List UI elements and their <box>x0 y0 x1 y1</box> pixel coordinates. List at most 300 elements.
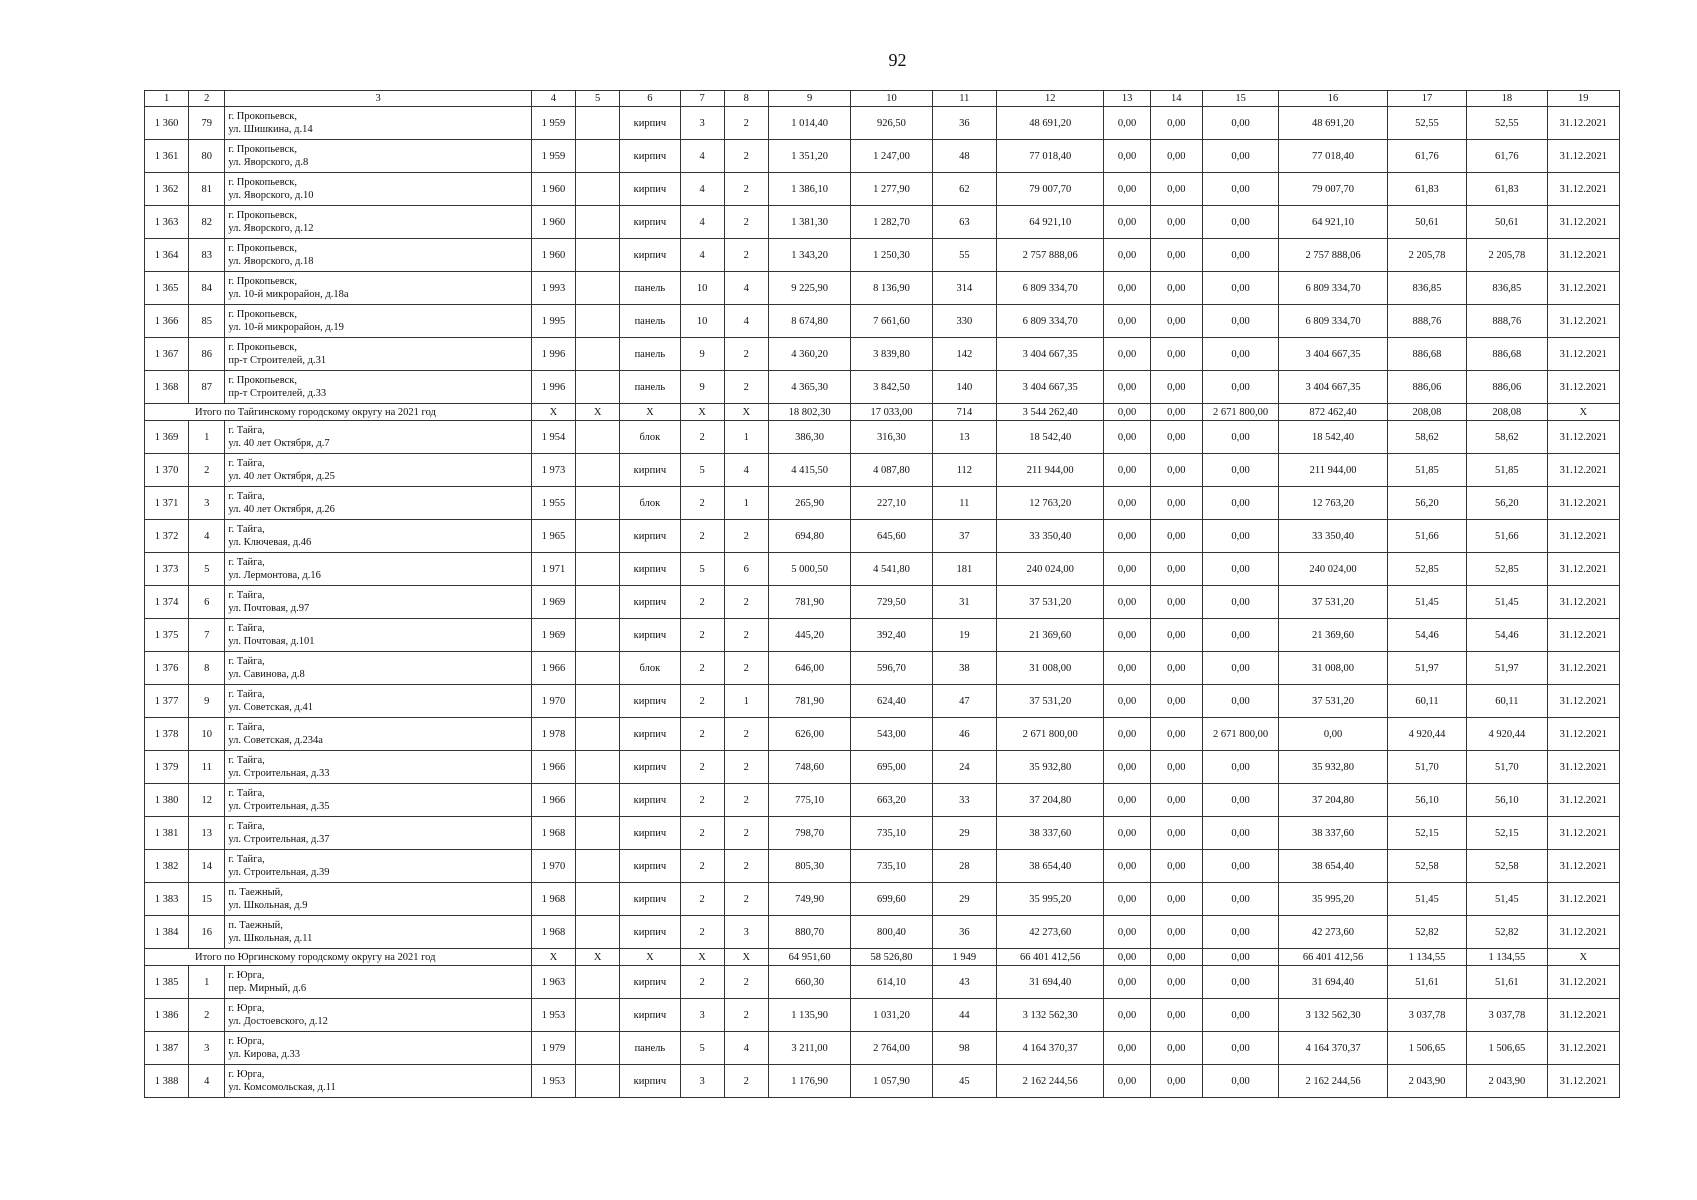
cell-c14: 0,00 <box>1150 404 1202 421</box>
column-header: 7 <box>680 91 724 107</box>
cell-fl: 2 <box>680 817 724 850</box>
cell-c12: 2 671 800,00 <box>996 718 1104 751</box>
cell-c17: 2 043,90 <box>1387 1065 1466 1098</box>
cell-c16: 240 024,00 <box>1279 553 1388 586</box>
subtotal-label: Итого по Юргинскому городскому округу на 2021 год <box>145 949 532 966</box>
cell-c15: 0,00 <box>1202 206 1278 239</box>
cell-c17: 1 134,55 <box>1387 949 1466 966</box>
cell-c13: 0,00 <box>1104 272 1150 305</box>
cell-c14: 0,00 <box>1150 1065 1202 1098</box>
cell-fl: 4 <box>680 239 724 272</box>
cell-c19: 31.12.2021 <box>1547 685 1619 718</box>
column-header: 13 <box>1104 91 1150 107</box>
index-cell: 86 <box>189 338 225 371</box>
cell-c19: 31.12.2021 <box>1547 239 1619 272</box>
cell-c16: 12 763,20 <box>1279 487 1388 520</box>
address-cell <box>225 817 531 850</box>
cell-c17: 51,85 <box>1387 454 1466 487</box>
column-header: 11 <box>932 91 996 107</box>
cell-c12: 3 544 262,40 <box>996 404 1104 421</box>
cell-c10: 543,00 <box>851 718 932 751</box>
cell-c18: 60,11 <box>1467 685 1547 718</box>
cell-c12: 38 654,40 <box>996 850 1104 883</box>
table-body <box>145 91 1620 1098</box>
cell-ent: 2 <box>724 140 768 173</box>
cell-c16: 31 694,40 <box>1279 966 1388 999</box>
cell-c5 <box>576 817 620 850</box>
address-locality: г. Тайга, <box>228 557 265 568</box>
table-row <box>145 305 1620 338</box>
cell-c5 <box>576 272 620 305</box>
cell-c15: 0,00 <box>1202 586 1278 619</box>
cell-c15: 2 671 800,00 <box>1202 718 1278 751</box>
table-row <box>145 619 1620 652</box>
cell-c16: 38 337,60 <box>1279 817 1388 850</box>
cell-c17: 54,46 <box>1387 619 1466 652</box>
table-row <box>145 916 1620 949</box>
cell-c14: 0,00 <box>1150 173 1202 206</box>
cell-c9: 18 802,30 <box>768 404 850 421</box>
address-locality: г. Юрга, <box>228 1003 265 1014</box>
cell-c15: 0,00 <box>1202 454 1278 487</box>
cell-c10: 4 087,80 <box>851 454 932 487</box>
cell-mat: блок <box>620 421 680 454</box>
index-cell: 3 <box>189 487 225 520</box>
cell-ent: 2 <box>724 107 768 140</box>
cell-year: 1 969 <box>531 619 575 652</box>
cell-c17: 52,15 <box>1387 817 1466 850</box>
table-row <box>145 751 1620 784</box>
cell-mat: X <box>620 404 680 421</box>
address-street: ул. Ключевая, д.46 <box>228 537 312 548</box>
column-header: 1 <box>145 91 189 107</box>
address-cell <box>225 718 531 751</box>
address-cell <box>225 1065 531 1098</box>
cell-c5 <box>576 371 620 404</box>
cell-fl: 9 <box>680 338 724 371</box>
cell-c9: 1 176,90 <box>768 1065 850 1098</box>
cell-c12: 66 401 412,56 <box>996 949 1104 966</box>
cell-c12: 33 350,40 <box>996 520 1104 553</box>
cell-c9: 660,30 <box>768 966 850 999</box>
cell-c13: 0,00 <box>1104 239 1150 272</box>
cell-mat: кирпич <box>620 206 680 239</box>
cell-mat: X <box>620 949 680 966</box>
cell-c12: 2 757 888,06 <box>996 239 1104 272</box>
cell-year: 1 965 <box>531 520 575 553</box>
cell-year: 1 970 <box>531 850 575 883</box>
cell-c16: 33 350,40 <box>1279 520 1388 553</box>
table-row <box>145 883 1620 916</box>
index-cell: 5 <box>189 553 225 586</box>
cell-c19: 31.12.2021 <box>1547 107 1619 140</box>
address-locality: г. Тайга, <box>228 425 265 436</box>
table-row <box>145 1032 1620 1065</box>
cell-c11: 37 <box>932 520 996 553</box>
cell-c10: 1 277,90 <box>851 173 932 206</box>
row-number-cell: 1 361 <box>145 140 189 173</box>
cell-c14: 0,00 <box>1150 107 1202 140</box>
cell-year: 1 996 <box>531 371 575 404</box>
address-locality: г. Тайга, <box>228 722 265 733</box>
cell-c18: 61,76 <box>1467 140 1547 173</box>
cell-c5 <box>576 107 620 140</box>
cell-c14: 0,00 <box>1150 718 1202 751</box>
cell-ent: 2 <box>724 173 768 206</box>
address-locality: г. Юрга, <box>228 1036 265 1047</box>
cell-c13: 0,00 <box>1104 404 1150 421</box>
cell-c5 <box>576 751 620 784</box>
cell-c15: 0,00 <box>1202 421 1278 454</box>
index-cell: 1 <box>189 966 225 999</box>
cell-c19: X <box>1547 949 1619 966</box>
cell-fl: 2 <box>680 619 724 652</box>
address-street: ул. Строительная, д.39 <box>228 867 330 878</box>
index-cell: 2 <box>189 999 225 1032</box>
cell-fl: 3 <box>680 999 724 1032</box>
cell-c13: 0,00 <box>1104 718 1150 751</box>
cell-fl: 2 <box>680 685 724 718</box>
cell-c13: 0,00 <box>1104 784 1150 817</box>
cell-c13: 0,00 <box>1104 652 1150 685</box>
cell-ent: 2 <box>724 652 768 685</box>
table-row <box>145 817 1620 850</box>
cell-c5 <box>576 173 620 206</box>
cell-ent: 6 <box>724 553 768 586</box>
cell-mat: панель <box>620 272 680 305</box>
address-locality: п. Таежный, <box>228 920 283 931</box>
cell-c12: 37 204,80 <box>996 784 1104 817</box>
address-street: ул. Яворского, д.12 <box>228 223 314 234</box>
cell-fl: 5 <box>680 454 724 487</box>
cell-ent: X <box>724 404 768 421</box>
cell-fl: 2 <box>680 916 724 949</box>
cell-fl: 2 <box>680 883 724 916</box>
cell-c14: 0,00 <box>1150 454 1202 487</box>
cell-c9: 64 951,60 <box>768 949 850 966</box>
cell-c15: 2 671 800,00 <box>1202 404 1278 421</box>
cell-c17: 52,82 <box>1387 916 1466 949</box>
row-number-cell: 1 366 <box>145 305 189 338</box>
cell-c13: 0,00 <box>1104 107 1150 140</box>
cell-c13: 0,00 <box>1104 206 1150 239</box>
cell-mat: кирпич <box>620 751 680 784</box>
cell-c12: 6 809 334,70 <box>996 305 1104 338</box>
cell-c10: 614,10 <box>851 966 932 999</box>
cell-c18: 886,06 <box>1467 371 1547 404</box>
address-locality: г. Тайга, <box>228 821 265 832</box>
cell-c15: 0,00 <box>1202 916 1278 949</box>
row-number-cell: 1 364 <box>145 239 189 272</box>
row-number-cell: 1 387 <box>145 1032 189 1065</box>
cell-year: X <box>531 404 575 421</box>
cell-year: 1 966 <box>531 784 575 817</box>
cell-c16: 3 404 667,35 <box>1279 371 1388 404</box>
cell-c12: 79 007,70 <box>996 173 1104 206</box>
column-header: 19 <box>1547 91 1619 107</box>
cell-ent: X <box>724 949 768 966</box>
cell-c11: 47 <box>932 685 996 718</box>
index-cell: 4 <box>189 520 225 553</box>
cell-c13: 0,00 <box>1104 966 1150 999</box>
cell-c14: 0,00 <box>1150 239 1202 272</box>
cell-c18: 58,62 <box>1467 421 1547 454</box>
cell-c14: 0,00 <box>1150 553 1202 586</box>
cell-year: 1 968 <box>531 817 575 850</box>
cell-c11: 33 <box>932 784 996 817</box>
subtotal-row <box>145 949 1620 966</box>
cell-c13: 0,00 <box>1104 1065 1150 1098</box>
address-locality: г. Прокопьевск, <box>228 342 297 353</box>
cell-c10: 1 250,30 <box>851 239 932 272</box>
address-locality: г. Прокопьевск, <box>228 375 297 386</box>
row-number-cell: 1 360 <box>145 107 189 140</box>
cell-c15: 0,00 <box>1202 520 1278 553</box>
cell-c18: 1 134,55 <box>1467 949 1547 966</box>
cell-c5 <box>576 239 620 272</box>
row-number-cell: 1 382 <box>145 850 189 883</box>
cell-c17: 52,55 <box>1387 107 1466 140</box>
cell-c14: 0,00 <box>1150 421 1202 454</box>
cell-c10: 596,70 <box>851 652 932 685</box>
cell-ent: 2 <box>724 966 768 999</box>
row-number-cell: 1 369 <box>145 421 189 454</box>
cell-c17: 51,61 <box>1387 966 1466 999</box>
cell-c18: 51,85 <box>1467 454 1547 487</box>
cell-c13: 0,00 <box>1104 454 1150 487</box>
table-row <box>145 487 1620 520</box>
subtotal-row <box>145 404 1620 421</box>
cell-c11: 44 <box>932 999 996 1032</box>
cell-c11: 55 <box>932 239 996 272</box>
row-number-cell: 1 377 <box>145 685 189 718</box>
cell-mat: кирпич <box>620 239 680 272</box>
table-row <box>145 371 1620 404</box>
cell-c19: 31.12.2021 <box>1547 619 1619 652</box>
column-header: 2 <box>189 91 225 107</box>
cell-c10: 663,20 <box>851 784 932 817</box>
cell-c14: 0,00 <box>1150 520 1202 553</box>
address-locality: г. Тайга, <box>228 656 265 667</box>
cell-c13: 0,00 <box>1104 173 1150 206</box>
cell-c19: 31.12.2021 <box>1547 652 1619 685</box>
cell-ent: 2 <box>724 586 768 619</box>
cell-c10: 735,10 <box>851 850 932 883</box>
cell-c9: 626,00 <box>768 718 850 751</box>
cell-fl: 9 <box>680 371 724 404</box>
cell-c9: 748,60 <box>768 751 850 784</box>
table-row <box>145 999 1620 1032</box>
cell-c5 <box>576 850 620 883</box>
address-street: ул. Кирова, д.33 <box>228 1049 300 1060</box>
cell-c18: 61,83 <box>1467 173 1547 206</box>
housing-register-table <box>144 90 1620 1098</box>
address-street: ул. Школьная, д.11 <box>228 933 313 944</box>
cell-c11: 1 949 <box>932 949 996 966</box>
column-header: 8 <box>724 91 768 107</box>
index-cell: 12 <box>189 784 225 817</box>
cell-c13: 0,00 <box>1104 685 1150 718</box>
cell-c19: 31.12.2021 <box>1547 1032 1619 1065</box>
row-number-cell: 1 362 <box>145 173 189 206</box>
cell-year: 1 953 <box>531 1065 575 1098</box>
address-locality: г. Юрга, <box>228 970 265 981</box>
cell-fl: 2 <box>680 586 724 619</box>
cell-c10: 699,60 <box>851 883 932 916</box>
cell-c9: 798,70 <box>768 817 850 850</box>
cell-c14: 0,00 <box>1150 305 1202 338</box>
cell-c5 <box>576 966 620 999</box>
cell-c5 <box>576 586 620 619</box>
cell-c14: 0,00 <box>1150 751 1202 784</box>
cell-ent: 3 <box>724 916 768 949</box>
cell-c17: 4 920,44 <box>1387 718 1466 751</box>
cell-c14: 0,00 <box>1150 850 1202 883</box>
cell-mat: блок <box>620 652 680 685</box>
table-row <box>145 272 1620 305</box>
cell-c17: 51,45 <box>1387 883 1466 916</box>
cell-c14: 0,00 <box>1150 817 1202 850</box>
cell-year: 1 959 <box>531 140 575 173</box>
cell-c12: 48 691,20 <box>996 107 1104 140</box>
cell-c18: 4 920,44 <box>1467 718 1547 751</box>
cell-c11: 142 <box>932 338 996 371</box>
address-locality: г. Прокопьевск, <box>228 210 297 221</box>
cell-c14: 0,00 <box>1150 338 1202 371</box>
cell-c11: 29 <box>932 817 996 850</box>
cell-c18: 208,08 <box>1467 404 1547 421</box>
cell-c16: 38 654,40 <box>1279 850 1388 883</box>
cell-fl: 2 <box>680 520 724 553</box>
cell-mat: кирпич <box>620 784 680 817</box>
cell-c14: 0,00 <box>1150 916 1202 949</box>
address-cell <box>225 371 531 404</box>
cell-c17: 886,06 <box>1387 371 1466 404</box>
cell-c12: 211 944,00 <box>996 454 1104 487</box>
index-cell: 15 <box>189 883 225 916</box>
cell-c12: 35 995,20 <box>996 883 1104 916</box>
cell-year: 1 966 <box>531 751 575 784</box>
address-street: ул. Яворского, д.18 <box>228 256 314 267</box>
cell-mat: кирпич <box>620 586 680 619</box>
cell-c10: 2 764,00 <box>851 1032 932 1065</box>
address-street: ул. 40 лет Октября, д.25 <box>228 471 335 482</box>
cell-c17: 61,76 <box>1387 140 1466 173</box>
table-row <box>145 107 1620 140</box>
cell-fl: 2 <box>680 652 724 685</box>
cell-c14: 0,00 <box>1150 371 1202 404</box>
cell-c10: 227,10 <box>851 487 932 520</box>
cell-fl: 3 <box>680 107 724 140</box>
cell-c15: 0,00 <box>1202 883 1278 916</box>
cell-c18: 51,66 <box>1467 520 1547 553</box>
cell-year: 1 960 <box>531 206 575 239</box>
table-row <box>145 553 1620 586</box>
cell-c16: 4 164 370,37 <box>1279 1032 1388 1065</box>
cell-c17: 888,76 <box>1387 305 1466 338</box>
cell-c5 <box>576 305 620 338</box>
cell-c10: 800,40 <box>851 916 932 949</box>
cell-c10: 316,30 <box>851 421 932 454</box>
cell-c18: 50,61 <box>1467 206 1547 239</box>
cell-c19: 31.12.2021 <box>1547 586 1619 619</box>
column-header: 6 <box>620 91 680 107</box>
cell-ent: 2 <box>724 520 768 553</box>
cell-c15: 0,00 <box>1202 272 1278 305</box>
cell-fl: X <box>680 949 724 966</box>
row-number-cell: 1 367 <box>145 338 189 371</box>
cell-c11: 36 <box>932 107 996 140</box>
cell-fl: 4 <box>680 140 724 173</box>
cell-c11: 714 <box>932 404 996 421</box>
cell-fl: X <box>680 404 724 421</box>
cell-c15: 0,00 <box>1202 652 1278 685</box>
table-row <box>145 140 1620 173</box>
table-row <box>145 1065 1620 1098</box>
cell-c16: 64 921,10 <box>1279 206 1388 239</box>
cell-c9: 8 674,80 <box>768 305 850 338</box>
cell-c17: 208,08 <box>1387 404 1466 421</box>
index-cell: 3 <box>189 1032 225 1065</box>
cell-c10: 3 842,50 <box>851 371 932 404</box>
cell-c17: 51,70 <box>1387 751 1466 784</box>
cell-c12: 6 809 334,70 <box>996 272 1104 305</box>
cell-c12: 4 164 370,37 <box>996 1032 1104 1065</box>
address-locality: г. Тайга, <box>228 458 265 469</box>
row-number-cell: 1 370 <box>145 454 189 487</box>
cell-c19: 31.12.2021 <box>1547 487 1619 520</box>
cell-c16: 0,00 <box>1279 718 1388 751</box>
cell-c18: 56,20 <box>1467 487 1547 520</box>
cell-c19: X <box>1547 404 1619 421</box>
cell-year: X <box>531 949 575 966</box>
cell-mat: кирпич <box>620 999 680 1032</box>
index-cell: 85 <box>189 305 225 338</box>
column-header: 17 <box>1387 91 1466 107</box>
column-header: 14 <box>1150 91 1202 107</box>
cell-c9: 1 135,90 <box>768 999 850 1032</box>
cell-c15: 0,00 <box>1202 239 1278 272</box>
cell-fl: 3 <box>680 1065 724 1098</box>
cell-c5 <box>576 140 620 173</box>
column-header: 15 <box>1202 91 1278 107</box>
cell-c16: 21 369,60 <box>1279 619 1388 652</box>
cell-c5 <box>576 1065 620 1098</box>
cell-c19: 31.12.2021 <box>1547 817 1619 850</box>
cell-c18: 56,10 <box>1467 784 1547 817</box>
address-cell <box>225 173 531 206</box>
cell-c19: 31.12.2021 <box>1547 173 1619 206</box>
address-cell <box>225 206 531 239</box>
index-cell: 16 <box>189 916 225 949</box>
cell-c18: 51,97 <box>1467 652 1547 685</box>
address-locality: г. Тайга, <box>228 788 265 799</box>
cell-c16: 3 404 667,35 <box>1279 338 1388 371</box>
cell-c9: 749,90 <box>768 883 850 916</box>
address-street: ул. Почтовая, д.97 <box>228 603 310 614</box>
cell-c16: 37 531,20 <box>1279 586 1388 619</box>
cell-mat: кирпич <box>620 107 680 140</box>
cell-c5 <box>576 1032 620 1065</box>
cell-c14: 0,00 <box>1150 140 1202 173</box>
cell-c11: 36 <box>932 916 996 949</box>
address-street: пр-т Строителей, д.31 <box>228 355 327 366</box>
cell-c18: 2 205,78 <box>1467 239 1547 272</box>
address-locality: г. Прокопьевск, <box>228 243 297 254</box>
cell-c10: 58 526,80 <box>851 949 932 966</box>
address-street: ул. 10-й микрорайон, д.18а <box>228 289 349 300</box>
cell-c9: 775,10 <box>768 784 850 817</box>
